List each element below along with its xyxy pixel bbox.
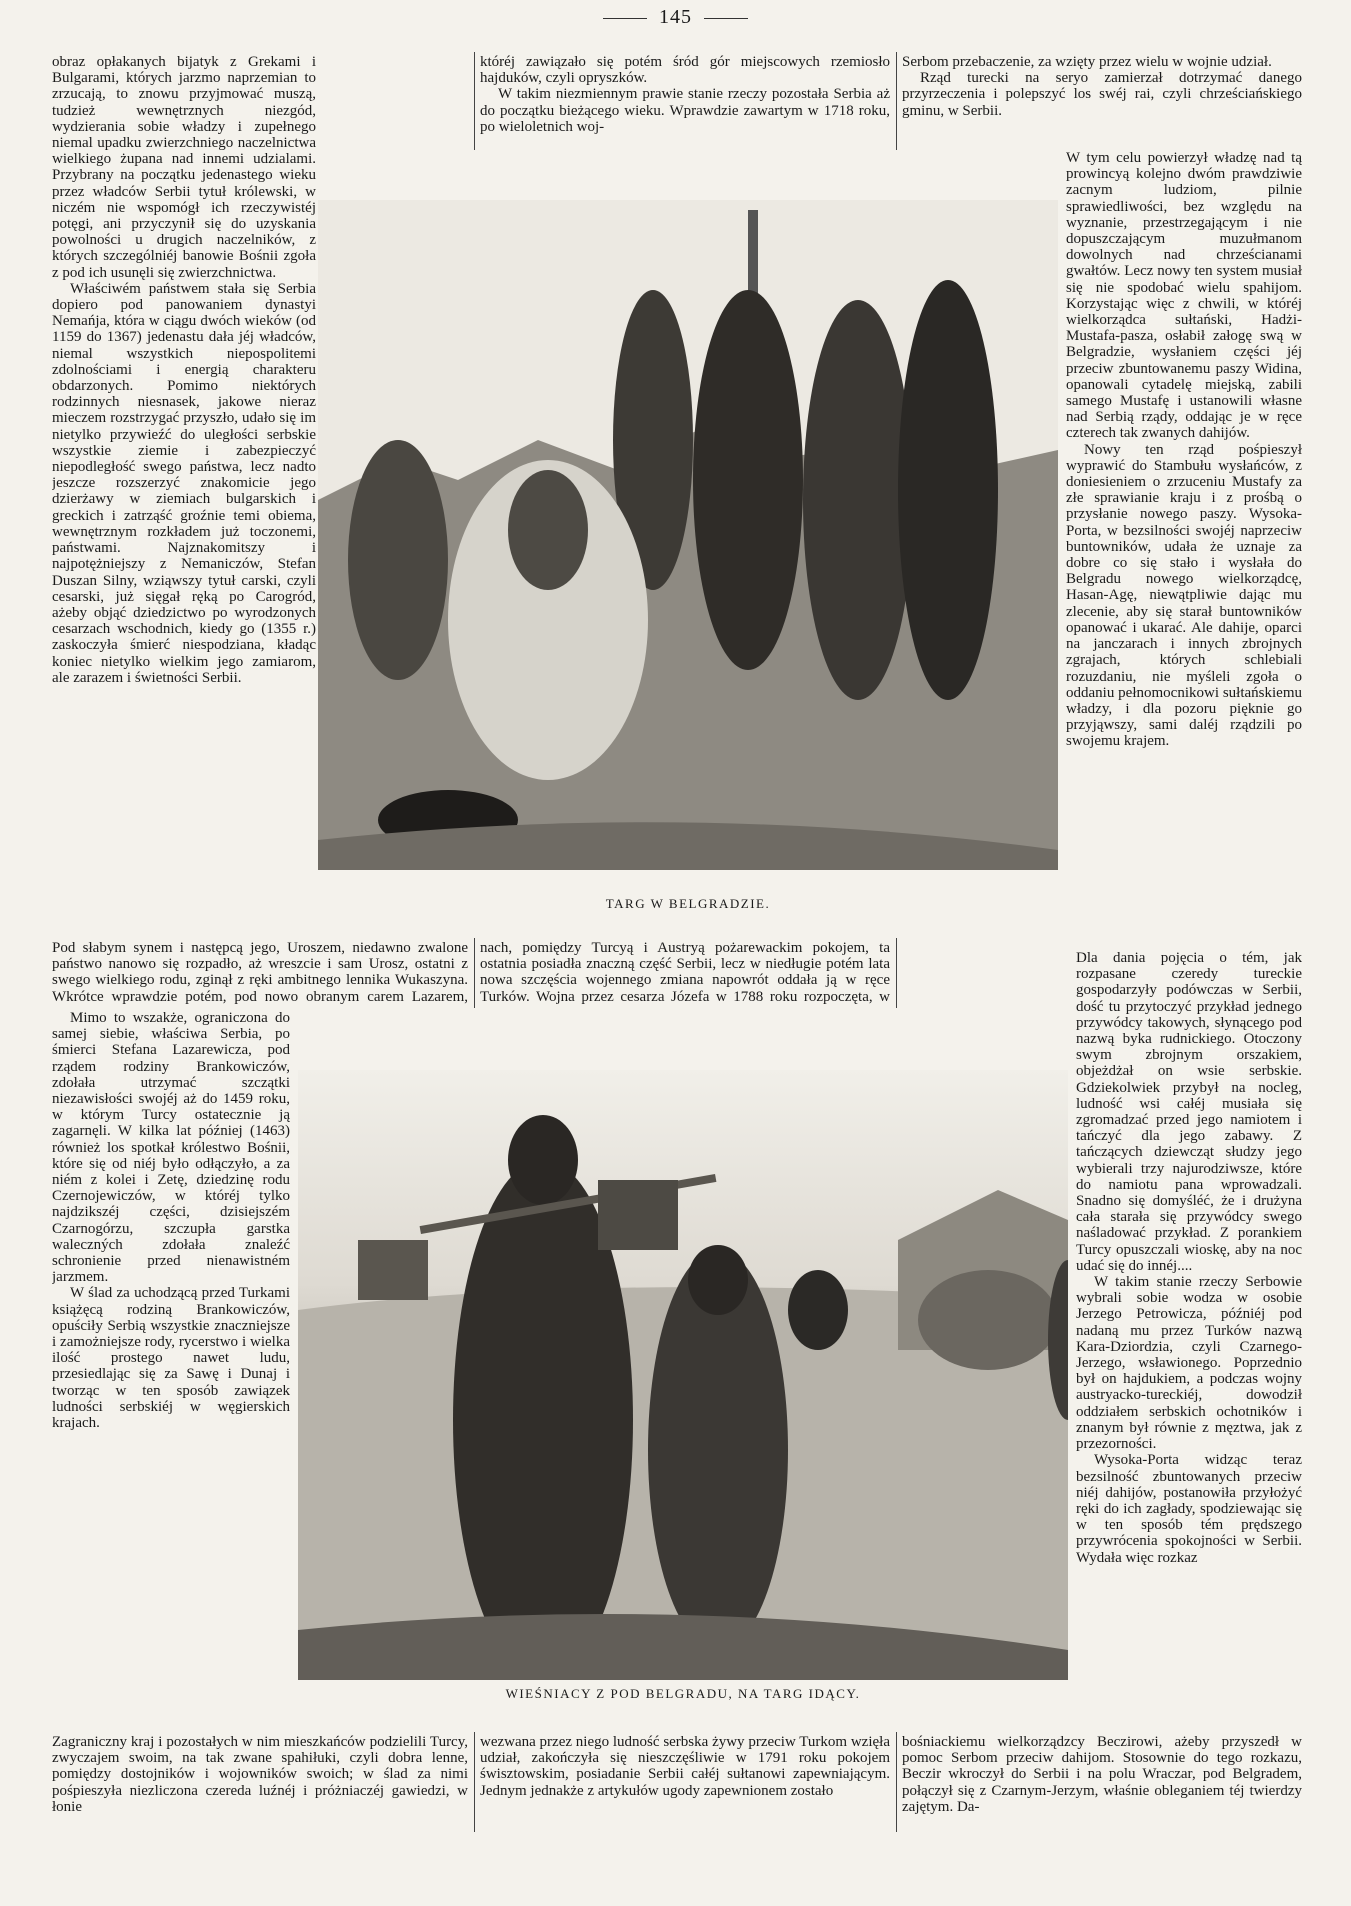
paragraph: W takim niezmiennym prawie stanie rzeczy pozostała Serbia aż do początku bieżącego wieku. Wprawdzie zawartym w 1718 roku, po wieloletnich woj- [480,86,890,135]
column-middle-top [480,54,890,150]
column-bottom-right [902,1734,1302,1834]
paragraph: Zagraniczny kraj i pozostałych w nim mieszkańców podzielili Turcy, zwyczajem swoim, na tak zwane spahiłuki, czyli dobra lenne, pomiędzy dostojników i wojowników swoich; w ślad za nimi pośpieszyła niezliczona czereda luźnéj i próżniaczéj gawiedzi, w łonie [52,1734,468,1815]
column-rule [474,52,475,150]
column-rule [896,1732,897,1832]
caption-market-belgrade: TARG W BELGRADZIE. [605,896,771,911]
paragraph: Pod słabym synem i następcą jego, Uroszem, niedawno zwalone państwo nanowo się rozpadło, aż wreszcie i sam Urosz, ostatni z swego wielkiego rodu, zginął z ręki ambitnego lennika Wukaszyna. Wkrótce wprawdzie potém, pod nowo obranym carem Lazarem, [52,940,468,1005]
paragraph: któréj zawiązało się potém śród gór miejscowych rzemiosło hajduków, czyli opryszków. [480,54,890,87]
paragraph: Wysoka-Porta widząc teraz bezsilność zbuntowanych przeciw niéj dahijów, postanowiła przyłożyć ręki do ich zagłady, spodziewając się w ten sposób tém prędszego przywrócenia spokojności w Serbii. Wydała więc rozkaz [1076,1452,1302,1566]
illustration-peasants-going-to-market [298,1070,1068,1680]
engraving-market-scene-icon [318,200,1058,870]
column-right-top [902,54,1302,150]
paragraph: Dla dania pojęcia o tém, jak rozpasane czeredy tureckie gospodarzyły podówczas w Serbii, dość tu przytoczyć przykład jednego przywódcy takowych, słynącego pod nazwą byka rudnickiego. Otoczony swym zbrojnym orszakiem, objeżdżał on wsie serbskie. Gdziekolwiek przybył na nocleg, ludność wsi całéj musiała się zgromadzać przed jego namiotem i tańczyć dla jego zabawy. Z tańczących dziewcząt słudzy jego wybierali trzy najurodziwsze, które do namiotu pana wprowadzali. Snadno się domyśléć, że i drużyna cała starała się przywódcy swego naśladować przykład. Z porankiem Turcy opuszczali wioskę, aby na noc udać się do innéj.... [1076,950,1302,1274]
paragraph: Rząd turecki na seryo zamierzał dotrzymać danego przyrzeczenia i polepszyć los swéj rai, czyli chrześciańskiego gminu, w Serbii. [902,70,1302,119]
column-right-lower [1076,950,1302,1730]
column-right [1066,150,1302,950]
page-number [0,6,1351,29]
column-rule [474,938,475,1008]
illustration-market-belgrade [318,200,1058,870]
paragraph: wezwana przez niego ludność serbska żywy przeciw Turkom wzięła udział, zakończyła się nieszczęśliwie w 1791 roku pokojem świsztowskim, posiadanie Serbii całéj sułtanowi zapewniającym. Jednym jednakże z artykułów ugody zapewnionem zostało [480,1734,890,1799]
column-left-narrow [52,1010,290,1730]
column-rule [474,1732,475,1832]
page-number-text: 145 [659,6,692,28]
column-rule [896,52,897,150]
paragraph: Właściwém państwem stała się Serbia dopiero pod panowaniem dynastyi Nemańja, która w ciągu dwóch wieków (od 1159 do 1367) jedenastu dała jéj władców, niemal wszystkich niepospolitemi zdolnościami i energią charakteru obdarzonych. Pomimo niektórych rodzinnych niesnasek, jakowe nieraz mieczem rozstrzygać przyszło, udało się im nietylko przywieźć do uległości serbskie wszystkie ziemie i zabezpieczyć niepodległość swego państwa, lecz nadto jeszcze rozszerzyć znakomicie jego dzierżawy w ziemiach bulgarskich i greckich i zatrząść groźnie temi obiema, wewnętrznym rozkładem już toczonemi, państwami. Najznakomitszy i najpotężniejszy z Nemaniczów, Stefan Duszan Silny, wziąwszy tytuł carski, czyli cesarski, już sięgał ręką po Carogród, ażeby objąć dziedzictwo po wyrodzonych cesarzach wschodnich, kiedy go (1355 r.) zaskoczyła śmierć niespodziana, kładąc koniec nietylko wielkim jego zamiarom, ale zarazem i świetności Serbii. [52,280,316,686]
column-bottom-left [52,1734,468,1834]
paragraph: Serbom przebaczenie, za wzięty przez wielu w wojnie udział. [902,54,1272,70]
column-middle-mid [480,940,890,1006]
paragraph: W ślad za uchodzącą przed Turkami książęcą rodziną Brankowiczów, opuściły Serbią wszystkie znaczniejsze i zamożniejsze rody, rycerstwo i wielka ilość prostego nawet ludu, przesiedlając się za Sawę i Dunaj i tworząc w ten sposób zawiązek ludności serbskiéj w węgierskich krajach. [52,1285,290,1432]
folio-dash-right [704,18,748,19]
paragraph: Mimo to wszakże, ograniczona do samej siebie, właściwa Serbia, po śmierci Stefana Lazarewicza, pod rządem rodziny Brankowiczów, zdołała utrzymać szczątki niezawisłości swojéj aż do 1459 roku, w którym Turcy ostatecznie ją zagarnęli. W kilka lat później (1463) również los spotkał królestwo Bośnii, które się od niéj było odłączyło, a za niém z kolei i Zetę, dziedzinę rodu Czernojewiczów, w któréj tylko najdzikszéj części, dzisiejszém Czarnogórzu, szczupła garstka waleczných zdołała znaleźć schronienie przed nienawistném jarzmem. [52,1010,290,1286]
paragraph: bośniackiemu wielkorządzcy Beczirowi, ażeby przyszedł w pomoc Serbom przeciw dahijom. Stosownie do tego rozkazu, Beczir wkroczył do Serbii i na polu Wraczar, pod Belgradem, połączył się z Czarnym-Jerzym, właśnie obleganiem téj twierdzy zajętym. Da- [902,1734,1302,1815]
column-left-mid [52,940,468,1006]
paragraph: nach, pomiędzy Turcyą i Austryą pożarewackim pokojem, ta ostatnia posiadła znaczną część Serbii, lecz w niedługie potém lata nowa szczęścia wojennego zmiana napowrót oddała ją w ręce Turków. Wojna przez cesarza Józefa w 1788 roku rozpoczęta, w [480,940,890,1005]
paragraph: W takim stanie rzeczy Serbowie wybrali sobie wodza w osobie Jerzego Petrowicza, późniéj pod nadaną mu przez Turków nazwą Kara-Dziordzia, czyli Czarnego-Jerzego, wsławionego. Poprzednio był on hajdukiem, a podczas wojny austryacko-tureckiéj, dowodził oddziałem serbskich ochotników i znanym był równie z męztwa, jak z przezorności. [1076,1274,1302,1453]
column-bottom-middle [480,1734,890,1834]
engraving-peasants-with-baskets-icon [298,1070,1068,1680]
caption-peasants: WIEŚNIACY Z POD BELGRADU, NA TARG IDĄCY. [505,1686,861,1701]
paragraph: Nowy ten rząd pośpieszył wyprawić do Stambułu wysłańców, z doniesieniem o zrzuceniu Mustafy za złe sprawianie kraju i z prośbą o przysłanie nowego paszy. Wysoka-Porta, w bezsilności swojéj naprzeciw buntowników, udała że uznaje za dobre co się stało i wysłała do Belgradu nowego wielkorządcę, Hasan-Agę, niewątpliwie dając mu zlecenie, aby się starał buntowników opanować i ukarać. Ale dahije, oparci na janczarach i innych zbrojnych zgrajach, których schlebiali rozuzdaniu, nie myśleli zgoła o oddaniu pełnomocnikowi sułtańskiemu władzy, i dla pozoru pięknie go przyjąwszy, sami daléj rządzili po swojemu krajem. [1066,441,1302,750]
folio-dash-left [603,18,647,19]
column-rule [896,938,897,1008]
paragraph: W tym celu powierzył władzę nad tą prowincyą kolejno dwóm prawdziwie zacnym ludziom, pilnie sprawiedliwości, bez względu na wyznanie, przestrzegającym i nie dopuszczającym muzułmanom dowolnych nad chrześcianami gwałtów. Lecz nowy ten system musiał się nie spodobać wielu spahijom. Korzystając więc z chwili, w któréj wielkorządca sułtański, Hadżi-Mustafa-pasza, osłabił załogę swą w Belgradzie, wysłaniem części jéj przeciw zbuntowanemu paszy Widina, opanowali cytadelę miejską, zabili samego Mustafę i ustanowili własne nad Serbią rządy, oddając je w ręce czterech tak zwanych dahijów. [1066,150,1302,442]
paragraph: obraz opłakanych bijatyk z Grekami i Bulgarami, których jarzmo naprzemian to zrzucają, to znowu przyjmować muszą, tudzież wewnętrznych niezgód, wydzierania sobie władzy i zupełnego niemal upadku zwierzchniego naczelnictwa wielkiego żupana nad innemi udzialami. Przybrany na początku jedenastego wieku przez władców Serbii tytuł królewski, w niczém nie wspomógł ich rzeczywistéj potęgi, ani przyczynił się do uzyskania powolności u drugich naczelników, z których szczególniéj banowie Bośnii zgoła z pod ich usunęli się zwierzchnictwa. [52,54,316,281]
